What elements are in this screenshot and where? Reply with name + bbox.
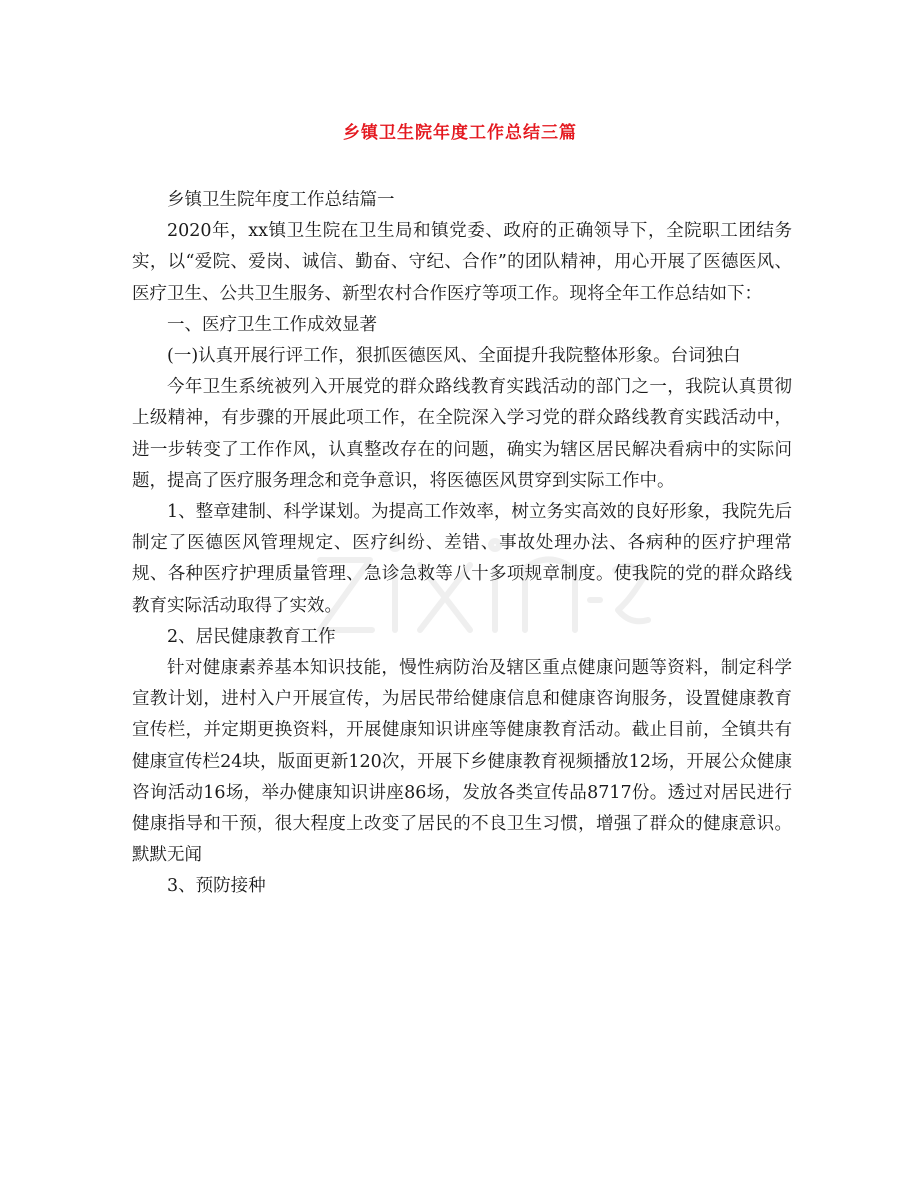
section-heading-medical-work: 一、医疗卫生工作成效显著 xyxy=(167,314,377,335)
body-paragraph-education-campaign: 今年卫生系统被列入开展党的群众路线教育实践活动的部门之一，我院认真贯彻上级精神，有步骤的开展此项工作，在全院深入学习党的群众路线教育实践活动中，进一步转变了工作作风，认真整改存在的问题，确实为辖区居民解决看病中的实际问题，提高了医疗服务理念和竞争意识，将医德医风贯穿到实际工作中。 xyxy=(132,377,792,491)
body-paragraph-regulations: 1、整章建制、科学谋划。为提高工作效率，树立务实高效的良好形象，我院先后制定了医德医风管理规定、医疗纠纷、差错、事故处理办法、各病种的医疗护理常规、各种医疗护理质量管理、急诊急救等八十多项规章制度。使我院的党的群众路线教育实际活动取得了实效。 xyxy=(132,502,792,616)
section-heading-part-one: 乡镇卫生院年度工作总结篇一 xyxy=(167,190,395,210)
document-title: 乡镇卫生院年度工作总结三篇 xyxy=(343,123,577,143)
document-body xyxy=(132,185,792,903)
subheading-vaccination: 3、预防接种 xyxy=(167,876,266,897)
intro-paragraph: 2020年，xx镇卫生院在卫生局和镇党委、政府的正确领导下，全院职工团结务实，以“爱院、爱岗、诚信、勤奋、守纪、合作”的团队精神，用心开展了医德医风、医疗卫生、公共卫生服务、新型农村合作医疗等项工作。现将全年工作总结如下： xyxy=(132,221,792,304)
body-paragraph-health-education: 针对健康素养基本知识技能，慢性病防治及辖区重点健康问题等资料，制定科学宣教计划，进村入户开展宣传，为居民带给健康信息和健康咨询服务，设置健康教育宣传栏，并定期更换资料，开展健康知识讲座等健康教育活动。截止目前，全镇共有健康宣传栏24块，版面更新120次，开展下乡健康教育视频播放12场，开展公众健康咨询活动16场，举办健康知识讲座86场，发放各类宣传品8717份。透过对居民进行健康指导和干预，很大程度上改变了居民的不良卫生习惯，增强了群众的健康意识。默默无闻 xyxy=(132,658,792,866)
subheading-health-education: 2、居民健康教育工作 xyxy=(167,626,336,647)
subheading-evaluation: (一)认真开展行评工作，狠抓医德医风、全面提升我院整体形象。台词独白 xyxy=(167,346,741,367)
